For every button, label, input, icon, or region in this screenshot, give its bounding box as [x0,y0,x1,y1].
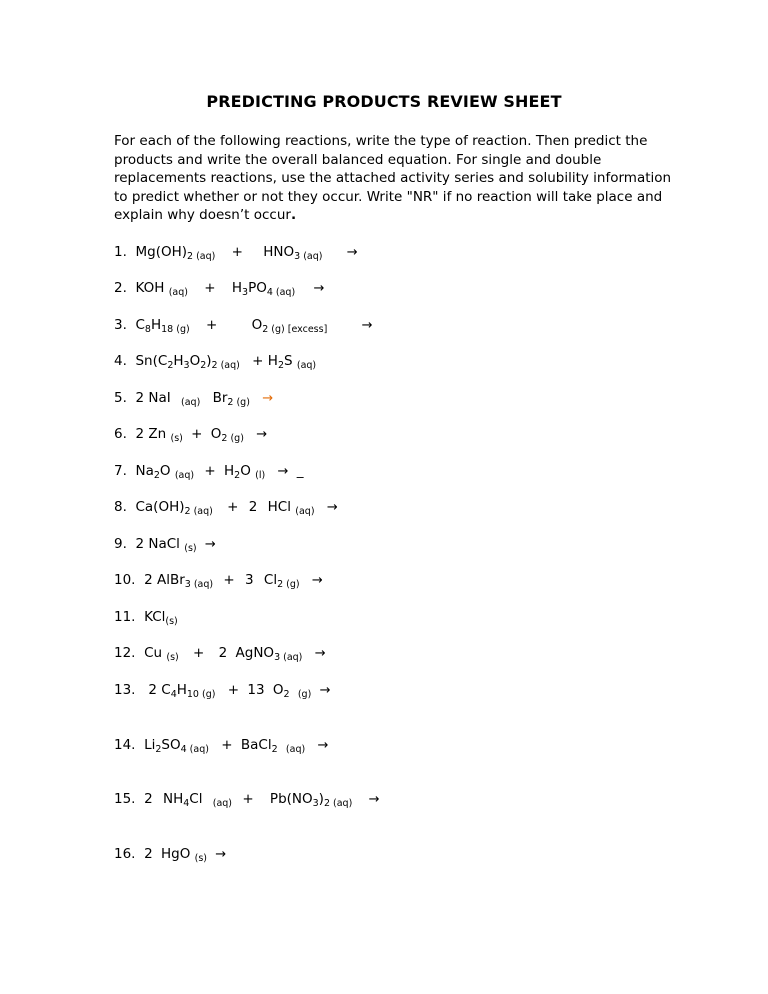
subscript: (s) [194,853,207,864]
subscript: 4 [170,689,177,700]
reactant: Cl [263,572,278,588]
subscript: 2 [277,360,284,371]
reaction-number: 13. [114,682,136,698]
subscript: 3 (aq) [274,652,303,663]
subscript: (aq) [296,360,317,371]
plus-sign: + [223,572,235,588]
reaction-number: 2. [114,280,127,296]
arrow-icon: → [361,318,373,333]
arrow-icon: → [319,683,331,698]
reactant: O [251,317,263,333]
subscript: 2 (aq) [187,251,216,262]
reactant: NaI [148,390,171,406]
reactant: H [150,317,162,333]
reactant: H [176,682,187,698]
subscript: 3 (aq) [184,579,214,590]
instructions-end: . [290,207,297,224]
reactant: Mg(OH) [135,244,188,260]
subscript: 3 [242,287,249,298]
reaction-5 [114,390,273,408]
subscript: 2 (aq) [184,506,213,517]
subscript: (s) [166,652,179,663]
page-title: PREDICTING PRODUCTS REVIEW SHEET [206,92,562,111]
reaction-15 [114,791,380,809]
subscript: 4 [183,798,190,809]
instructions-paragraph [114,132,674,225]
reactant: PO [248,280,267,296]
subscript: 2 [200,360,207,371]
subscript: (s) [165,616,178,627]
subscript: (l) [255,470,266,481]
arrow-icon: → [215,847,227,862]
subscript: 2 [283,689,290,700]
reaction-8 [114,499,338,517]
subscript: 2 [153,470,160,481]
reactant: C [161,682,171,698]
reaction-number: 9. [114,536,127,552]
reactant: BaCl [240,737,272,753]
reactant: Pb(NO [269,791,313,807]
reaction-number: 3. [114,317,127,333]
plus-sign: + [227,499,239,515]
subscript: 4 (aq) [266,287,296,298]
reaction-number: 7. [114,463,127,479]
plus-sign: + [205,317,218,333]
reactant: ) [206,353,212,369]
subscript: 3 [312,798,319,809]
reactant: H [224,463,235,479]
reaction-9 [114,536,216,554]
subscript: (aq) [295,506,315,517]
subscript: 3 [183,360,190,371]
plus-sign: + [221,737,233,753]
reactant: Cl [189,791,203,807]
plus-sign: + [193,645,205,661]
subscript: (aq) [181,397,201,408]
reactant: S [283,353,293,369]
subscript: 2 (g) [excess] [262,324,328,335]
arrow-icon: → [368,792,380,807]
arrow-icon: → [204,537,216,552]
coefficient: 3 [245,572,254,588]
instructions-text: For each of the following reactions, write the type of reaction. Then predict the products and write the overall balanced equation. For single and double replacements reactions, use the attached activity series and solubility information to predict whether or not they occur. Write "NR" if no reaction will take place and explain why doesn’t occur [114,133,672,224]
plus-sign: + [191,426,203,442]
arrow-icon: → [313,281,325,296]
reaction-number: 10. [114,572,136,588]
reactant: Sn(C [135,353,168,369]
coefficient: 2 [135,426,145,442]
subscript: 2 [234,470,241,481]
arrow-icon: → [317,738,329,753]
subscript: (aq) [212,798,233,809]
reaction-16 [114,846,226,864]
arrow-icon: → [311,573,323,588]
reactant: O [210,426,222,442]
subscript: 2 [271,744,278,755]
reactant: AlBr [156,572,185,588]
reactant: HCl [267,499,291,515]
subscript: 2 (g) [221,433,244,444]
reaction-number: 4. [114,353,127,369]
subscript: 2 [167,360,174,371]
coefficient: 13 [247,682,265,698]
plus-sign: + [231,244,243,260]
reactant: Zn [148,426,167,442]
reactant: AgNO [235,645,275,661]
reaction-number: 8. [114,499,127,515]
arrow-icon: → [262,391,274,406]
reactant: ) [318,791,324,807]
reactant: H [173,353,184,369]
reactant: C [135,317,145,333]
reaction-4 [114,353,316,371]
subscript: 3 (aq) [294,251,323,262]
arrow-icon: → [346,245,358,260]
reaction-2 [114,280,324,298]
subscript: (aq) [285,744,306,755]
reactant: Li [144,737,156,753]
coefficient: 2 [135,536,145,552]
arrow-icon: → [326,500,338,515]
reactant: O [189,353,201,369]
subscript: 4 (aq) [180,744,209,755]
subscript: 2 [155,744,162,755]
reactant: Ca(OH) [135,499,185,515]
reaction-number: 16. [114,846,136,862]
blank-line: _ [296,463,304,479]
plus-sign: + [204,280,216,296]
reaction-number: 14. [114,737,136,753]
coefficient: 2 [135,390,145,406]
subscript: 2 (aq) [211,360,240,371]
subscript: 2 (g) [227,397,250,408]
reaction-number: 1. [114,244,127,260]
arrow-icon: → [314,646,326,661]
reaction-number: 15. [114,791,136,807]
subscript: (s) [170,433,183,444]
coefficient: 2 [248,499,258,515]
subscript: (s) [184,543,197,554]
plus-sign: + [252,353,264,369]
reactant: Br [212,390,228,406]
reactant: KOH [135,280,165,296]
reactant: Na [135,463,154,479]
reactant: H [267,353,278,369]
arrow-icon: → [277,464,289,479]
plus-sign: + [204,463,216,479]
coefficient: 2 [144,846,153,862]
reactant: HgO [160,846,191,862]
reaction-number: 12. [114,645,136,661]
subscript: 8 [144,324,151,335]
reactant: Cu [144,645,163,661]
reactant: H [231,280,243,296]
reactant: HNO [263,244,295,260]
reaction-7 [114,463,303,481]
reaction-3 [114,317,372,335]
reaction-14 [114,737,328,755]
coefficient: 2 [144,572,153,588]
reaction-13 [114,682,330,700]
subscript: 2 (aq) [323,798,353,809]
subscript: (aq) [174,470,195,481]
coefficient: 2 [148,682,157,698]
arrow-icon: → [256,427,268,442]
subscript: 2 (g) [277,579,300,590]
coefficient: 2 [218,645,228,661]
reactant: KCl [144,609,166,625]
reaction-11 [114,609,178,627]
reaction-10 [114,572,323,590]
subscript: 18 (g) [161,324,190,335]
reactant: SO [161,737,181,753]
subscript: 10 (g) [186,689,216,700]
subscript: (g) [297,689,312,700]
reaction-number: 6. [114,426,127,442]
reaction-number: 5. [114,390,127,406]
reaction-6 [114,426,267,444]
coefficient: 2 [144,791,153,807]
reactant: O [272,682,284,698]
plus-sign: + [227,682,240,698]
reaction-number: 11. [114,609,136,625]
plus-sign: + [242,791,254,807]
subscript: (aq) [168,287,188,298]
reactant: NaCl [148,536,180,552]
reaction-12 [114,645,326,663]
reactant: O [240,463,251,479]
reactant: O [159,463,171,479]
reactant: NH [162,791,184,807]
reaction-1 [114,244,358,262]
